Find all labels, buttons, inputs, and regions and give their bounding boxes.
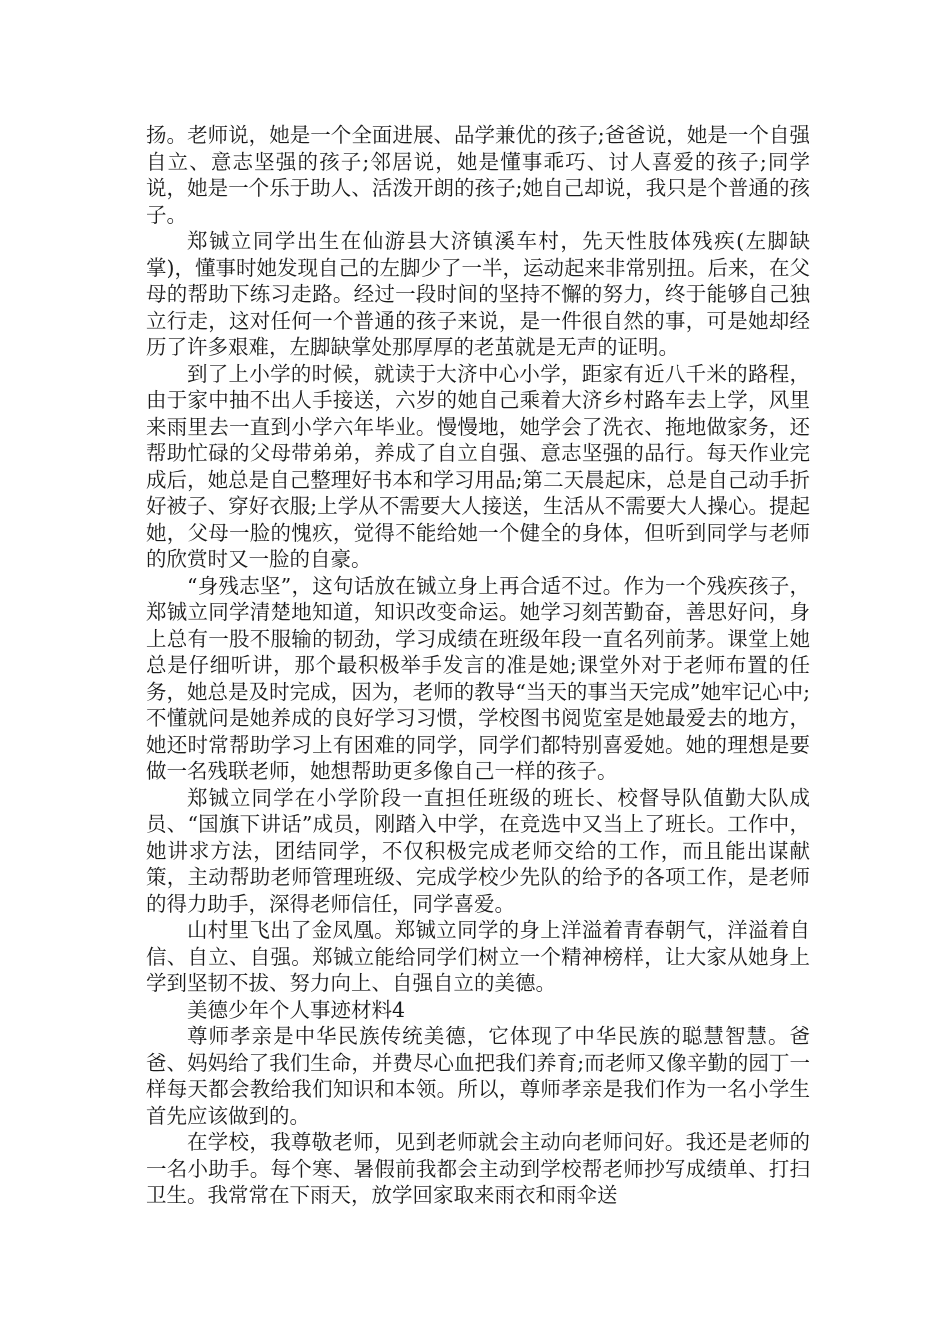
paragraph-4: “身残志坚”，这句话放在铖立身上再合适不过。作为一个残疾孩子，郑铖立同学清楚地知道，知识改变命运。她学习刻苦勤奋，善思好问，身上总有一股不服输的韧劲，学习成绩在班级年段一直名列前茅。课堂上她总是仔细听讲，那个最积极举手发言的准是她;课堂外对于老师布置的任务，她总是及时完成，因为，老师的教导“当天的事当天完成”她牢记心中;不懂就问是她养成的良好学习习惯，学校图书阅览室是她最爱去的地方，她还时常帮助学习上有困难的同学，同学们都特别喜爱她。她的理想是要做一名残联老师，她想帮助更多像自己一样的孩子。 <box>146 573 810 783</box>
paragraph-7: 尊师孝亲是中华民族传统美德，它体现了中华民族的聪慧智慧。爸爸、妈妈给了我们生命，并费尽心血把我们养育;而老师又像辛勤的园丁一样每天都会教给我们知识和本领。所以，尊师孝亲是我们作为一名小学生首先应该做到的。 <box>146 1024 810 1128</box>
paragraph-2: 郑铖立同学出生在仙游县大济镇溪车村，先天性肢体残疾(左脚缺掌)，懂事时她发现自己的左脚少了一半，运动起来非常别扭。后来，在父母的帮助下练习走路。经过一段时间的坚持不懈的努力，终于能够自己独立行走，这对任何一个普通的孩子来说，是一件很自然的事，可是她却经历了许多艰难，左脚缺掌处那厚厚的老茧就是无声的证明。 <box>146 229 810 359</box>
paragraph-6: 山村里飞出了金凤凰。郑铖立同学的身上洋溢着青春朝气，洋溢着自信、自立、自强。郑铖立能给同学们树立一个精神榜样，让大家从她身上学到坚韧不拔、努力向上、自强自立的美德。 <box>146 918 810 995</box>
paragraph-3: 到了上小学的时候，就读于大济中心小学，距家有近八千米的路程，由于家中抽不出人手接送，六岁的她自己乘着大济乡村路车去上学，风里来雨里去一直到小学六年毕业。慢慢地，她学会了洗衣、拖地做家务，还帮助忙碌的父母带弟弟，养成了自立自强、意志坚强的品行。每天作业完成后，她总是自己整理好书本和学习用品;第二天晨起床，总是自己动手折好被子、穿好衣服;上学从不需要大人接送，生活从不需要大人操心。提起她，父母一脸的愧疚，觉得不能给她一个健全的身体，但听到同学与老师的欣赏时又一脸的自豪。 <box>146 361 810 571</box>
document-body <box>146 122 810 1209</box>
section-heading: 美德少年个人事迹材料4 <box>187 997 406 1022</box>
paragraph-5: 郑铖立同学在小学阶段一直担任班级的班长、校督导队值勤大队成员、“国旗下讲话”成员，刚踏入中学，在竞选中又当上了班长。工作中，她讲求方法，团结同学，不仅积极完成老师交给的工作，而且能出谋献策，主动帮助老师管理班级、完成学校少先队的给予的各项工作，是老师的得力助手，深得老师信任，同学喜爱。 <box>146 785 810 916</box>
paragraph-1: 扬。老师说，她是一个全面进展、品学兼优的孩子;爸爸说，她是一个自强自立、意志坚强的孩子;邻居说，她是懂事乖巧、讨人喜爱的孩子;同学说，她是一个乐于助人、活泼开朗的孩子;她自己却说，我只是个普通的孩子。 <box>146 123 810 227</box>
paragraph-8: 在学校，我尊敬老师，见到老师就会主动向老师问好。我还是老师的一名小助手。每个寒、暑假前我都会主动到学校帮老师抄写成绩单、打扫卫生。我常常在下雨天，放学回家取来雨衣和雨伞送 <box>146 1130 810 1207</box>
